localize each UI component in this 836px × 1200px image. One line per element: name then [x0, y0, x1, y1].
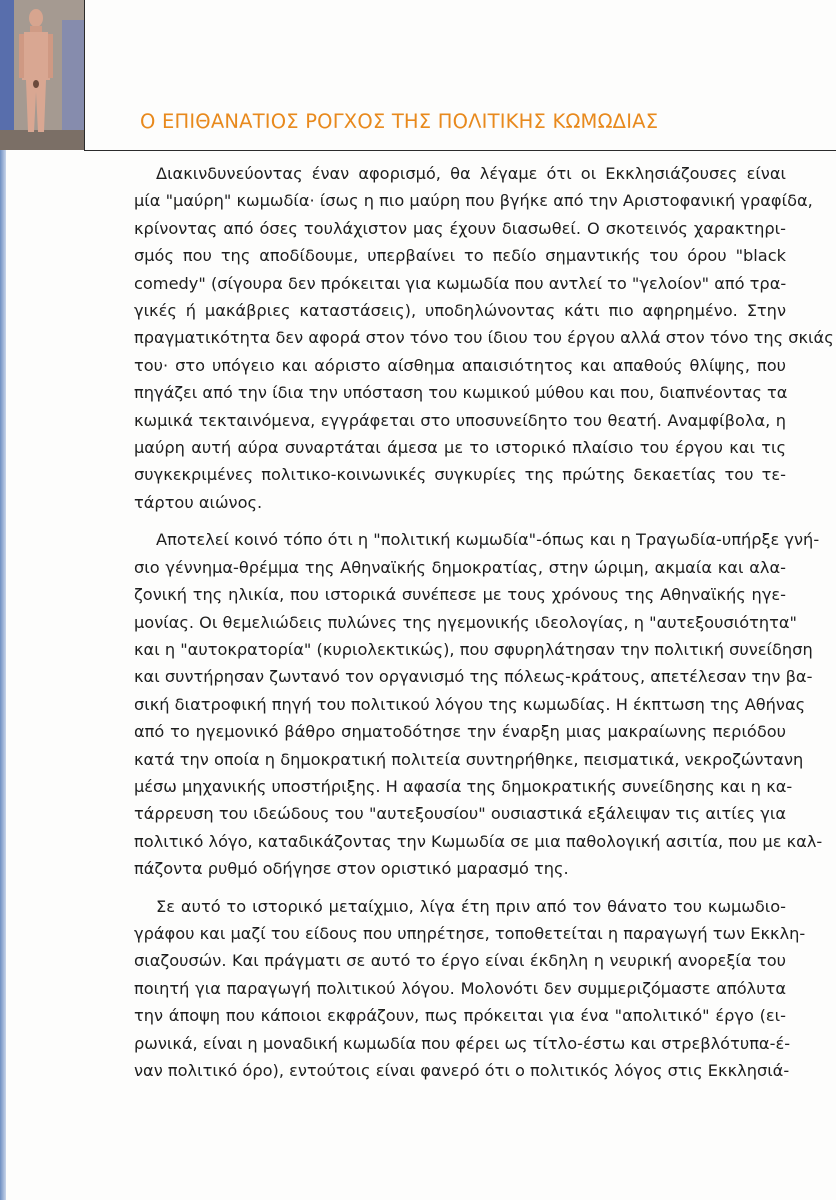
page-heading: Ο ΕΠΙΘΑΝΑΤΙΟΣ ΡΟΓΧΟΣ ΤΗΣ ΠΟΛΙΤΙΚΗΣ ΚΩΜΩΔΙΑΣ	[140, 110, 659, 133]
text-line: Σε αυτό το ιστορικό μεταίχμιο, λίγα έτη πριν από τον θάνατο του κωμωδιο-	[156, 896, 786, 916]
text-line: μέσω μηχανικής υποστήριξης. Η αφασία της δημοκρατικής συνείδησης και η κα-	[134, 776, 793, 796]
text-line: ναν πολιτικό όρο), εντούτοις είναι φανερό ότι ο πολιτικός λόγος στις Εκκλησιά-	[134, 1061, 790, 1080]
body-text	[134, 160, 834, 1094]
statue-photo	[0, 0, 84, 150]
text-line: Αποτελεί κοινό τόπο ότι η "πολιτική κωμωδία"-όπως και η Τραγωδία-υπήρξε γνή-	[156, 530, 820, 550]
header-vertical-rule	[84, 0, 85, 151]
text-line: Διακινδυνεύοντας έναν αφορισμό, θα λέγαμε ότι οι Εκκλησιάζουσες είναι	[156, 164, 786, 183]
header-rule	[84, 150, 836, 151]
text-line: γικές ή μακάβριες καταστάσεις), υποδηλώνοντας κάτι πιο αφηρημένο. Στην	[134, 301, 786, 321]
paragraph-1	[134, 160, 834, 516]
text-line: σιαζουσών. Και πράγματι σε αυτό το έργο είναι έκδηλη η νευρική ανορεξία του	[134, 951, 786, 971]
text-line: συγκεκριμένες πολιτικο-κοινωνικές συγκυρίες της πρώτης δεκαετίας του τε-	[134, 465, 786, 485]
text-line: την άποψη που κάποιοι εκφράζουν, πως πρόκειται για ένα "απολιτικό" έργο (ει-	[134, 1006, 786, 1026]
text-line: πάζοντα ρυθμό οδήγησε στον οριστικό μαρασμό της.	[134, 859, 569, 879]
text-line: από το ηγεμονικό βάθρο σηματοδότησε την έναρξη μιας μακραίωνης περιόδου	[134, 722, 786, 742]
text-line: τάρρευση του ιδεώδους του "αυτεξουσίου" ουσιαστικά εξάλειψαν τις αιτίες για	[134, 804, 786, 824]
text-line: κρίνοντας από όσες τουλάχιστον μας έχουν διασωθεί. Ο σκοτεινός χαρακτηρι-	[134, 218, 786, 238]
text-line: και συντήρησαν ζωντανό τον οργανισμό της πόλεως-κράτους, απετέλεσαν την βα-	[134, 667, 813, 687]
text-line: ζονική της ηλικία, που ιστορικά συνέπεσε με τους χρόνους της Αθηναϊκής ηγε-	[134, 585, 786, 605]
text-line: του· στο υπόγειο και αόριστο αίσθημα απαισιότητος και απαθούς θλίψης, που	[134, 355, 786, 375]
text-line: μία "μαύρη" κωμωδία· ίσως η πιο μαύρη που βγήκε από την Αριστοφανική γραφίδα,	[134, 191, 813, 211]
text-line: ποιητή για παραγωγή πολιτικού λόγου. Μολονότι δεν συμμεριζόμαστε απόλυτα	[134, 978, 786, 998]
text-line: σική διατροφική πηγή του πολιτικού λόγου της κωμωδίας. Η έκπτωση της Αθήνας	[134, 694, 806, 714]
text-line: πολιτικό λόγο, καταδικάζοντας την Κωμωδία σε μια παθολογική ασιτία, που με καλ-	[134, 831, 823, 851]
paragraph-2	[134, 526, 823, 882]
text-line: κωμικά τεκταινόμενα, εγγράφεται στο υποσυνείδητο του θεατή. Αναμφίβολα, η	[134, 410, 786, 430]
text-line: γράφου και μαζί του είδους που υπηρέτησε, τοποθετείται η παραγωγή των Εκκλη-	[134, 923, 806, 943]
text-line: μονίας. Οι θεμελιώδεις πυλώνες της ηγεμονικής ιδεολογίας, η "αυτεξουσιότητα"	[134, 612, 797, 632]
text-line: comedy" (σίγουρα δεν πρόκειται για κωμωδία που αντλεί το "γελοίον" από τρα-	[134, 273, 787, 293]
text-line: κατά την οποία η δημοκρατική πολιτεία συντηρήθηκε, πεισματικά, νεκροζώντανη	[134, 749, 804, 769]
text-line: και η "αυτοκρατορία" (κυριολεκτικώς), που σφυρηλάτησαν την πολιτική συνείδηση	[134, 639, 813, 659]
paragraph-3	[134, 893, 806, 1085]
text-line: μαύρη αυτή αύρα συναρτάται άμεσα με το ιστορικό πλαίσιο του έργου και τις	[134, 438, 786, 458]
text-line: σμός που της αποδίδουμε, υπερβαίνει το πεδίο σημαντικής του όρου "black	[134, 246, 786, 266]
text-line: πραγματικότητα δεν αφορά στον τόνο του ίδιου του έργου αλλά στον τόνο της σκιάς	[134, 328, 834, 348]
text-line: τάρτου αιώνος.	[134, 492, 263, 512]
text-line: σιο γέννημα-θρέμμα της Αθηναϊκής δημοκρατίας, στην ώριμη, ακμαία και αλα-	[134, 557, 786, 577]
page-edge-strip	[0, 150, 6, 1200]
text-line: πηγάζει από την ίδια την υπόσταση του κωμικού μύθου και που, διαπνέοντας τα	[134, 383, 788, 403]
text-line: ρωνικά, είναι η μοναδική κωμωδία που φέρει ως τίτλο-έστω και στρεβλότυπα-έ-	[134, 1033, 791, 1053]
